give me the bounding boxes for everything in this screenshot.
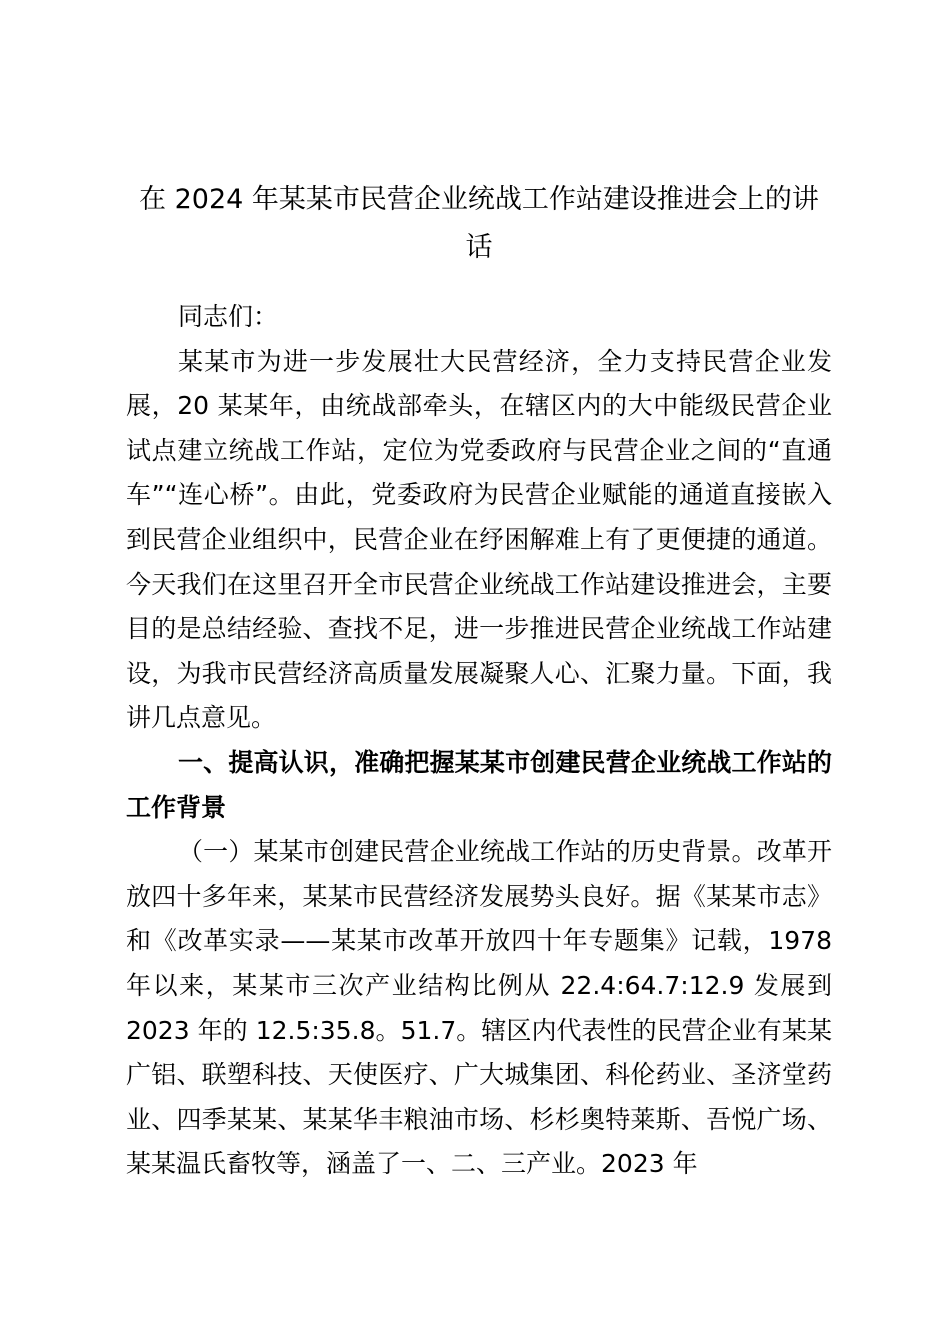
- intro-paragraph: 某某市为进一步发展壮大民营经济，全力支持民营企业发展，20 某某年，由统战部牵头，在辖区内的大中能级民营企业试点建立统战工作站，定位为党委政府与民营企业之间的“直通车”“连心桥”。由此，党委政府为民营企业赋能的通道直接嵌入到民营企业组织中，民营企业在纾困解难上有了更便捷的通道。今天我们在这里召开全市民营企业统战工作站建设推进会，主要目的是总结经验、查找不足，进一步推进民营企业统战工作站建设，为我市民营经济高质量发展凝聚人心、汇聚力量。下面，我讲几点意见。: [126, 346, 832, 733]
- document-body: [126, 295, 832, 1187]
- salutation: 同志们：: [178, 302, 279, 331]
- document-title: 在 2024 年某某市民营企业统战工作站建设推进会上的讲话: [139, 184, 819, 263]
- subsection-paragraph: （一）某某市创建民营企业统战工作站的历史背景。改革开放四十多年来，某某市民营经济发展势头良好。据《某某市志》和《改革实录——某某市改革开放四十年专题集》记载，1978 年以来，某某市三次产业结构比例从 22.4:64.7:12.9 发展到 2023 年的 12.5:35.8。51.7。辖区内代表性的民营企业有某某广铝、联塑科技、天使医疗、广大城集团、科伦药业、圣济堂药业、四季某某、某某华丰粮油市场、杉杉奥特莱斯、吾悦广场、某某温氏畜牧等，涵盖了一、二、三产业。2023 年: [126, 837, 832, 1179]
- section-heading: 一、提高认识，准确把握某某市创建民营企业统战工作站的工作背景: [126, 747, 832, 822]
